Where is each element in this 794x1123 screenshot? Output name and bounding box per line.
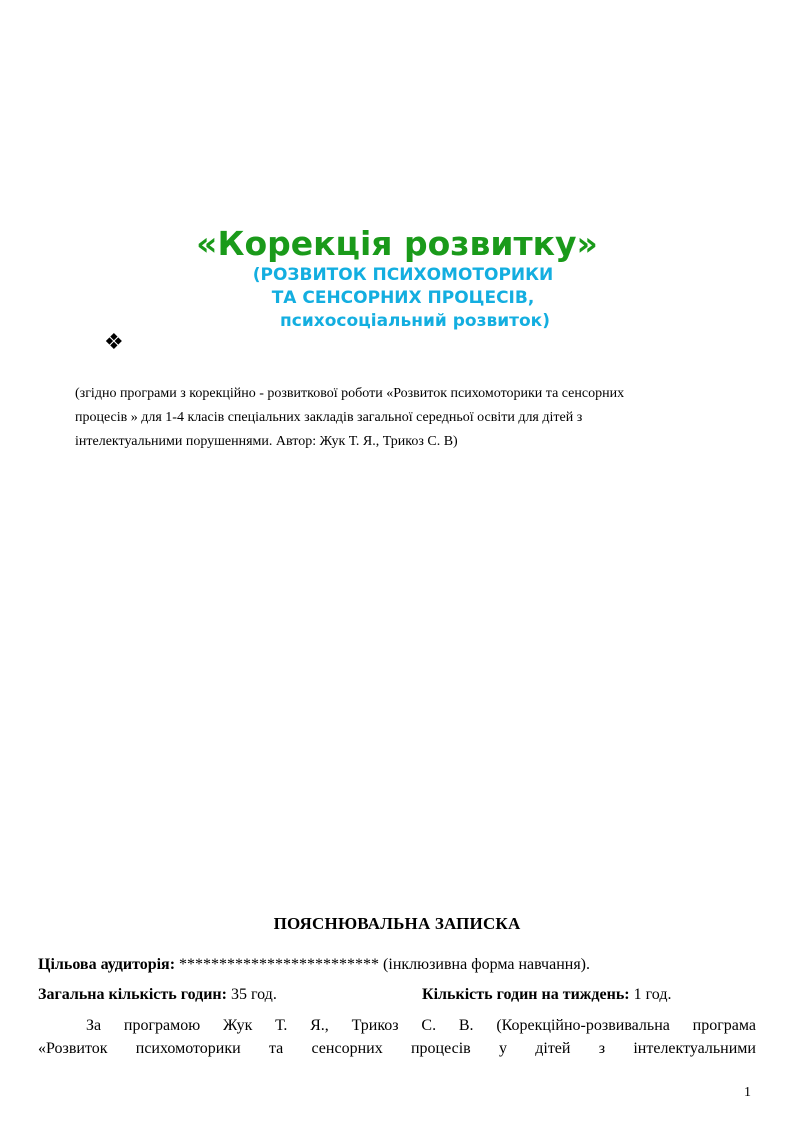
program-note-line-3: інтелектуальними порушеннями. Автор: Жук Т. Я., Трикоз С. В) — [75, 434, 458, 449]
program-note — [75, 382, 735, 454]
program-note-line-2: процесів » для 1-4 класів спеціальних закладів загальної середньої освіти для дітей з — [75, 410, 583, 425]
subtitle-line-3: психосоціальний розвиток) — [280, 311, 550, 331]
explanatory-note-heading: ПОЯСНЮВАЛЬНА ЗАПИСКА — [273, 914, 521, 933]
four-diamond-bullet-icon: ❖ — [104, 330, 124, 355]
paragraph-line-2: «Розвиток психомоторики та сенсорних процесів у дітей з інтелектуальними — [38, 1040, 756, 1057]
total-hours-label: Загальна кількість годин: — [38, 986, 227, 1003]
weekly-hours — [422, 984, 671, 1006]
program-note-line-1: (згідно програми з корекційно - розвиткової роботи «Розвиток психомоторики та сенсорних — [75, 386, 625, 401]
paragraph-line-1: За програмою Жук Т. Я., Трикоз С. В. (Корекційно-розвивальна програма — [86, 1017, 756, 1034]
main-title: «Корекція розвитку» — [196, 224, 598, 263]
subtitle-line-1: (РОЗВИТОК ПСИХОМОТОРИКИ — [252, 265, 554, 285]
page-number: 1 — [744, 1085, 751, 1100]
weekly-hours-label: Кількість годин на тиждень: — [422, 986, 630, 1003]
total-hours-value: 35 год. — [226, 986, 277, 1003]
subtitle-line-2: ТА СЕНСОРНИХ ПРОЦЕСІВ, — [271, 288, 535, 308]
program-paragraph — [38, 1014, 756, 1060]
target-audience-row — [38, 954, 758, 976]
weekly-hours-value: 1 год. — [629, 986, 672, 1003]
target-audience-value: ************************* (інклюзивна форма навчання). — [175, 956, 591, 973]
hours-row — [38, 984, 758, 1006]
target-audience-label: Цільова аудиторія: — [38, 956, 176, 973]
